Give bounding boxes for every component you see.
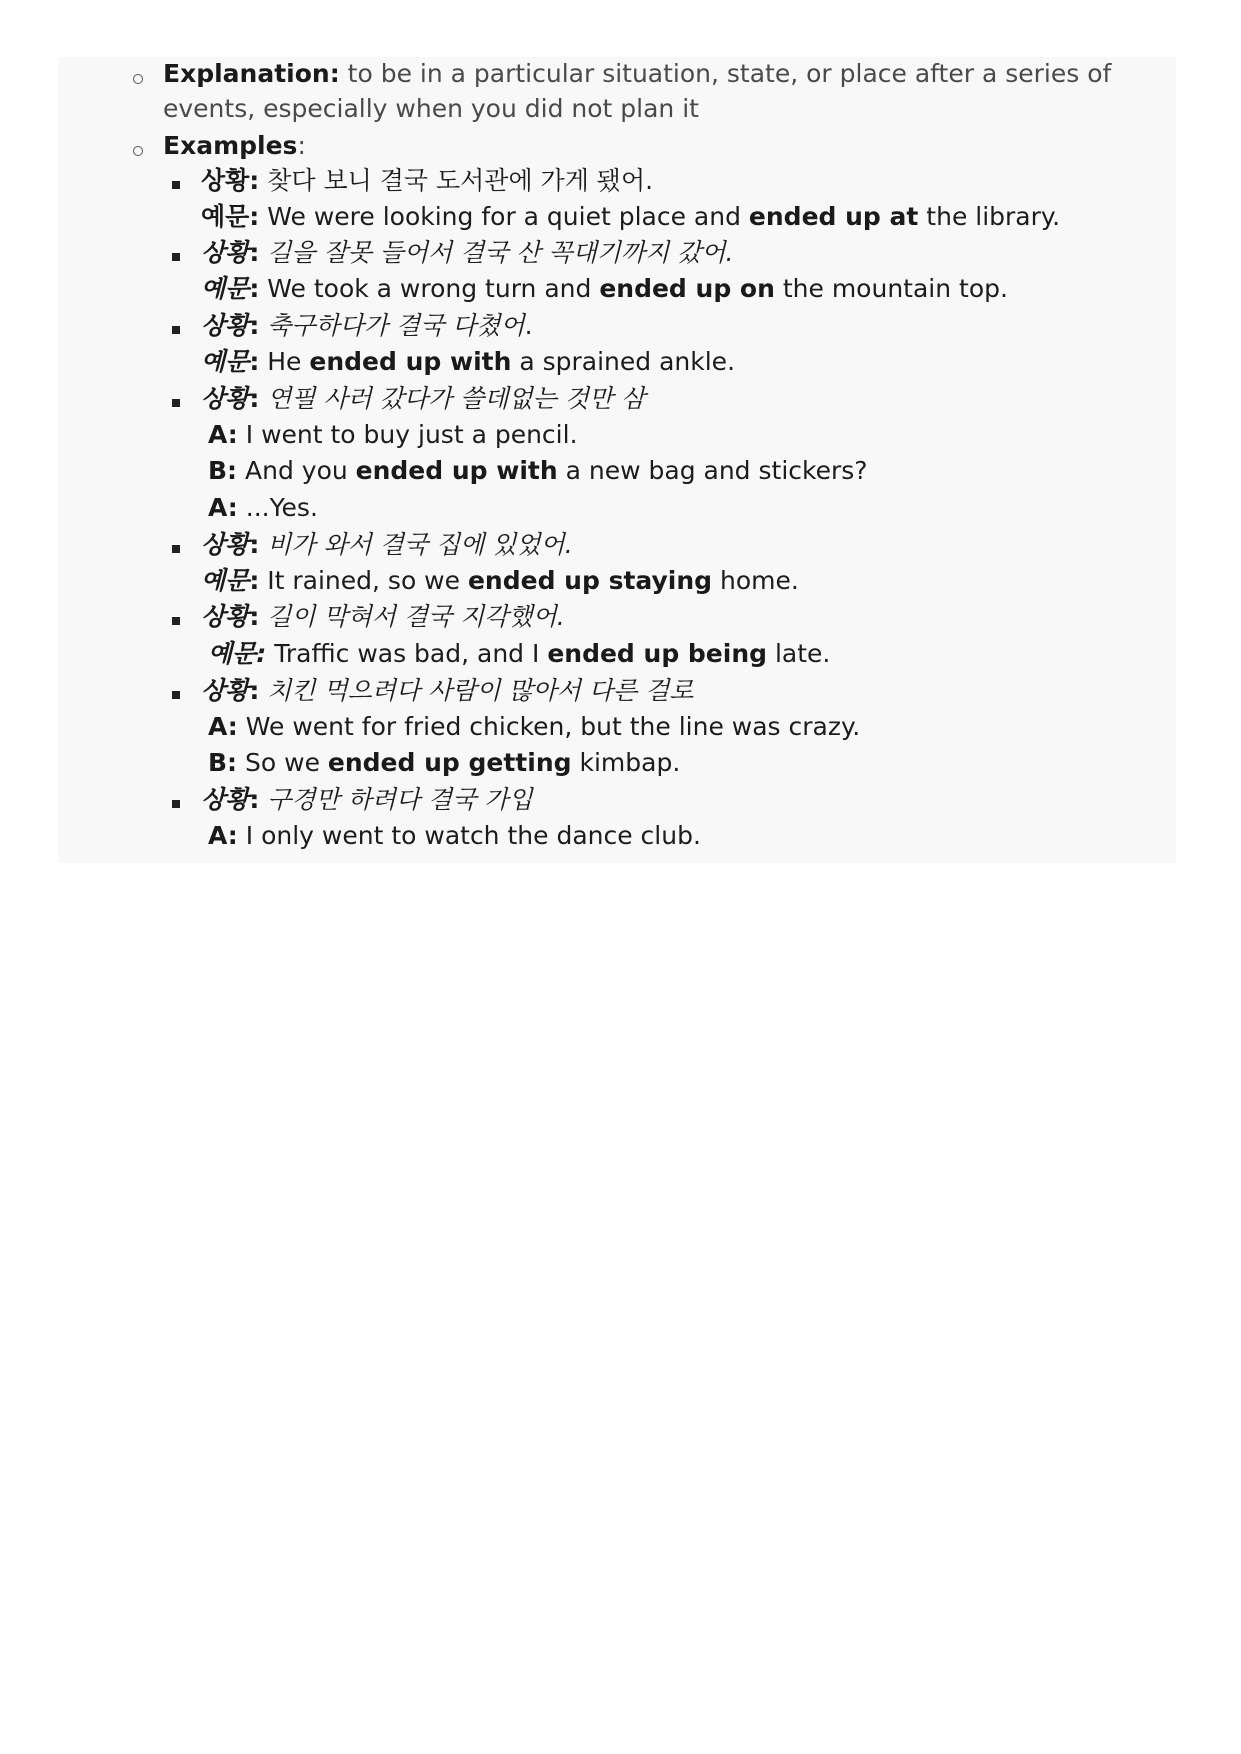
example-text: Traffic was bad, and I [266, 639, 548, 668]
situation-label: 상황 [201, 384, 250, 413]
example-label: 예문: [208, 639, 267, 668]
example-colon: : [249, 347, 260, 376]
explanation-line-1 [163, 57, 1111, 92]
speaker-label: A: [208, 420, 238, 449]
square-bullet-icon [172, 800, 180, 808]
example-line [201, 563, 799, 599]
dialog-line [208, 709, 860, 745]
example-text-end: late. [767, 639, 831, 668]
square-bullet-icon [172, 399, 180, 407]
situation-label: 상황 [201, 676, 250, 705]
situation-colon: : [249, 785, 260, 814]
situation-colon: : [249, 676, 260, 705]
dialog-text: I went to buy just a pencil. [237, 420, 578, 449]
explanation-label: Explanation: [163, 59, 340, 88]
dialog-line [208, 745, 680, 781]
dialog-line [208, 417, 578, 453]
situation-colon: : [249, 602, 260, 631]
speaker-label: B: [208, 456, 238, 485]
situation-line [201, 673, 693, 709]
example-label: 예문: [201, 202, 260, 231]
phrase-highlight: ended up with [309, 347, 512, 376]
phrase-highlight: ended up getting [327, 748, 572, 777]
phrase-highlight: ended up on [599, 274, 775, 303]
situation-line [201, 163, 653, 199]
situation-period: . [524, 311, 533, 340]
dialog-text: And you [237, 456, 356, 485]
example-line [201, 344, 735, 380]
example-text-end: the mountain top. [774, 274, 1008, 303]
explanation-text-1: to be in a particular situation, state, or place after a series of [339, 59, 1112, 88]
speaker-label: A: [208, 821, 238, 850]
situation-line [201, 308, 533, 344]
situation-label: 상황 [201, 238, 250, 267]
dialog-line [208, 490, 318, 526]
example-text: It rained, so we [259, 566, 468, 595]
situation-colon: : [249, 530, 260, 559]
situation-label: 상황 [201, 785, 250, 814]
square-bullet-icon [172, 691, 180, 699]
dialog-text: We went for fried chicken, but the line was crazy. [237, 712, 861, 741]
phrase-highlight: ended up staying [467, 566, 713, 595]
document-page-panel [58, 57, 1176, 863]
situation-colon: : [249, 311, 260, 340]
situation-line [201, 599, 565, 635]
example-text: He [259, 347, 310, 376]
speaker-label: A: [208, 712, 238, 741]
situation-text: 축구하다가 결국 다쳤어 [259, 311, 525, 340]
phrase-highlight: ended up being [547, 639, 768, 668]
situation-text: 비가 와서 결국 집에 있었어. [259, 530, 573, 559]
situation-text: 치킨 먹으려다 사람이 많아서 다른 걸로 [259, 676, 694, 705]
example-text: We took a wrong turn and [259, 274, 600, 303]
example-label: 예문 [201, 566, 250, 595]
square-bullet-icon [172, 326, 180, 334]
example-line [201, 199, 1060, 235]
examples-colon: : [297, 131, 306, 160]
square-bullet-icon [172, 181, 180, 189]
square-bullet-icon [172, 253, 180, 261]
circle-bullet-icon [133, 146, 143, 156]
speaker-label: A: [208, 493, 238, 522]
example-label: 예문 [201, 274, 250, 303]
explanation-line-2: events, especially when you did not plan it [163, 94, 699, 123]
square-bullet-icon [172, 545, 180, 553]
situation-label: 상황 [201, 311, 250, 340]
dialog-text-end: a new bag and stickers? [557, 456, 868, 485]
situation-colon: : [249, 384, 260, 413]
example-line [208, 636, 830, 672]
dialog-text-end: kimbap. [571, 748, 681, 777]
situation-label: 상황: [201, 166, 260, 195]
example-text-end: home. [712, 566, 799, 595]
examples-label: Examples [163, 131, 298, 160]
situation-line [201, 381, 645, 417]
dialog-text: So we [237, 748, 328, 777]
example-text-end: the library. [918, 202, 1061, 231]
speaker-label: B: [208, 748, 238, 777]
situation-text: 길을 잘못 들어서 결국 산 꼭대기까지 갔어. [259, 238, 734, 267]
example-text: We were looking for a quiet place and [259, 202, 749, 231]
example-line [201, 271, 1008, 307]
phrase-highlight: ended up at [748, 202, 919, 231]
situation-text: 길이 막혀서 결국 지각했어. [259, 602, 565, 631]
circle-bullet-icon [133, 74, 143, 84]
situation-label: 상황 [201, 602, 250, 631]
example-text-end: a sprained ankle. [511, 347, 736, 376]
square-bullet-icon [172, 617, 180, 625]
example-label: 예문 [201, 347, 250, 376]
phrase-highlight: ended up with [355, 456, 558, 485]
situation-line [201, 782, 533, 818]
dialog-line [208, 453, 868, 489]
dialog-text: ...Yes. [237, 493, 318, 522]
examples-heading [163, 128, 306, 164]
situation-text: 구경만 하려다 결국 가입 [259, 785, 533, 814]
situation-text: 찾다 보니 결국 도서관에 가게 됐어. [259, 166, 654, 195]
situation-label: 상황 [201, 530, 250, 559]
example-colon: : [249, 566, 260, 595]
situation-line [201, 235, 733, 271]
example-colon: : [249, 274, 260, 303]
situation-text: 연필 사러 갔다가 쓸데없는 것만 삼 [259, 384, 646, 413]
situation-colon: : [249, 238, 260, 267]
dialog-line [208, 818, 701, 854]
dialog-text: I only went to watch the dance club. [237, 821, 701, 850]
situation-line [201, 527, 573, 563]
